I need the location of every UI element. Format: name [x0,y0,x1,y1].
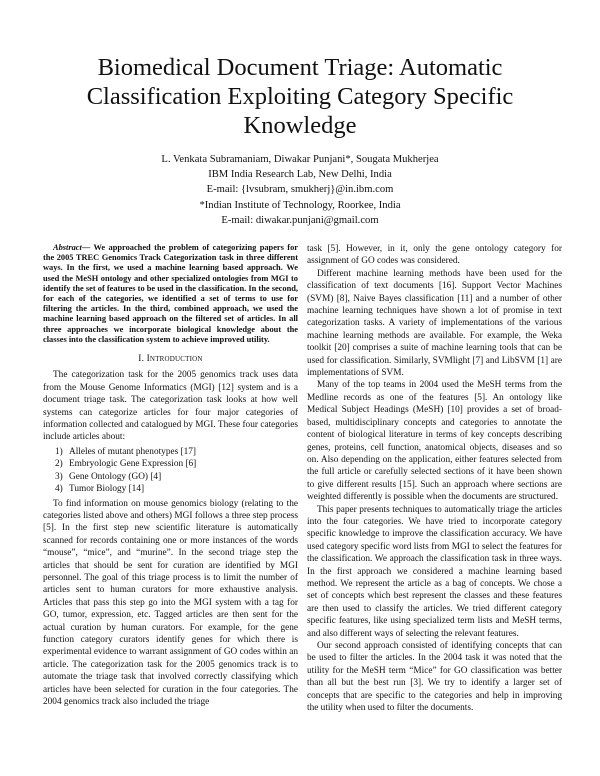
list-item-number: 3) [55,471,63,482]
author-names: L. Venkata Subramaniam, Diwakar Punjani*, Sougata Mukherjea [161,154,439,165]
list-item-label: Tumor Biology [14] [69,484,145,495]
title-line-3: Knowledge [243,112,357,139]
title-line-1: Biomedical Document Triage: Automatic [97,54,503,81]
list-item-number: 1) [55,446,63,457]
category-list [43,446,298,496]
list-item-label: Alleles of mutant phenotypes [17] [69,446,197,457]
list-item [55,471,298,483]
affiliation-iit: *Indian Institute of Technology, Roorkee, India [199,199,401,211]
section-title: Introduction [146,354,203,365]
paragraph-approach: This paper presents techniques to automatically triage the articles into the four categories. We have tried to incorporate category specific knowledge to improve the classification accuracy. We have used category specific word lists from MGI to select the features for the classification. We approach the classification task in three ways. In the first approach we considered a machine learning based method. We represent the article as a bag of concepts. We chose a set of concepts which best represent the classes and these features are then used to classify the articles. We tried different category specific features, like using specialized term lists and MeSH terms, and also different ways of selecting the relevant features. [307,504,562,639]
left-column [43,243,298,708]
list-item [55,458,298,470]
intro-paragraph-1: The categorization task for the 2005 genomics track uses data from the Mouse Genome Informatics (MGI) [12] system and is a document triage task. The categorization task looks at how well systems can categorize articles for four major categories of information collected and catalogued by MGI. These four categories include articles about: [43,370,298,443]
list-item-label: Gene Ontology (GO) [4] [69,471,162,482]
paper-title [60,53,540,140]
list-item-label: Embryologic Gene Expression [6] [69,459,197,470]
paragraph-mesh: Many of the top teams in 2004 used the MeSH terms from the Medline records as one of the features [5]. An ontology like Medical Subject Headings (MeSH) [10] provides a set of broad-based, multidisciplinary concepts and categories to annotate the content of biological literature in terms of key concepts describing genes, proteins, cell function, anatomical objects, diseases and so on. Also depending on the application, either features selected from the full article or carefully selected sections of it have been shown to give different results [15]. Such an approach where sections are weighted differently is possible when the documents are structured. [307,380,562,503]
continued-paragraph: task [5]. However, in it, only the gene ontology category for assignment of GO codes was considered. [307,244,562,267]
section-heading-introduction [43,353,298,365]
right-column [307,243,562,714]
abstract-text: — We approached the problem of categorizing papers for the 2005 TREC Genomics Track Categorization task in three different ways. In the first, we used a machine learning based approach. We used the MeSH ontology and other specialized ontologies from MGI to identify the set of features to be used in the classification. In the second, for each of the categories, we identified a set of terms to use for filtering the articles. In the third, combined approach, we used the machine learning based approach on the filtered set of articles. In all three approaches we incorporate biological knowledge about the classes into the classification system to achieve improved utility. [43,243,298,344]
list-item [55,446,298,458]
title-line-2: Classification Exploiting Category Specific [86,83,514,110]
list-item-number: 2) [55,459,63,470]
abstract-label: Abstract [53,243,82,252]
affiliation-ibm: IBM India Research Lab, New Delhi, India [208,169,392,181]
author-block [100,152,500,228]
list-item-number: 4) [55,484,63,495]
email-iit: E-mail: diwakar.punjani@gmail.com [221,214,379,226]
email-ibm: E-mail: {lvsubram, smukherj}@in.ibm.com [206,184,394,196]
section-number: I. [138,354,145,365]
list-item [55,483,298,495]
abstract [43,243,298,345]
paragraph-machine-learning: Different machine learning methods have been used for the classification of text documents [16]. Support Vector Machines (SVM) [8], Naive Bayes classification [11] and a number of other machine learning techniques have shown a lot of promise in text categorization tasks. A variety of implementations of the various machine learning methods are available. For example, the Weka toolkit [20] comprises a suite of machine learning tools that can be used for classification. Similarly, SVMlight [7] and LibSVM [1] are implementations of SVM. [307,268,562,379]
paragraph-second-approach: Our second approach consisted of identifying concepts that can be used to filter the articles. In the 2004 task it was noted that the utility for the MeSH term “Mice” for GO classification was better than all but the best run [3]. We try to identify a larger set of concepts that are specific to the categories and help in improving the utility when used to filter the documents. [307,641,562,714]
intro-paragraph-2: To find information on mouse genomics biology (relating to the categories listed above and others) MGI follows a three step process [5]. In the first step new scientific literature is automatically scanned for records containing one or more instances of the words “mouse”, “mice”, and “murine”. In the second triage step the articles that should be sent for curation are identified by MGI personnel. The goal of this triage process is to limit the number of articles sent to human curators for more exhaustive analysis. Articles that pass this step go into the MGI system with a tag for GO, tumor, expression, etc. Tagged articles are then sent for the actual curation by human curators. For example, for the gene function category curators identify genes for which there is experimental evidence to warrant assignment of GO codes within an article. The categorization task for the 2005 genomics track is to automate the triage task that involved correctly classifying which articles have been selected for curation in the four categories. The 2004 genomics track also included the triage [43,498,298,707]
